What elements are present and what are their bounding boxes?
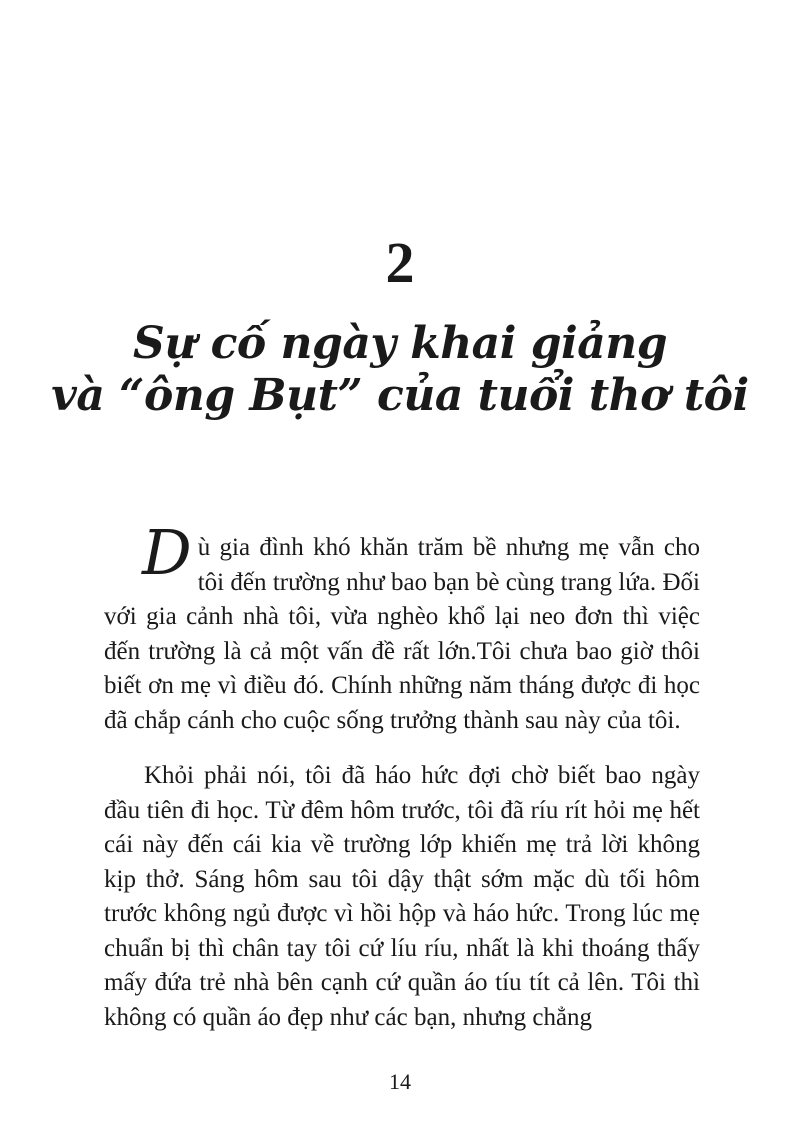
chapter-number: 2 bbox=[385, 230, 415, 295]
paragraph-1 bbox=[104, 516, 700, 738]
page-number: 14 bbox=[389, 1069, 411, 1094]
chapter-title-line-2: và “ông Bụt” của tuổi thơ tôi bbox=[51, 370, 749, 421]
drop-cap: D bbox=[142, 516, 192, 589]
paragraph-1-text: ù gia đình khó khăn trăm bề nhưng mẹ vẫn cho tôi đến trường như bao bạn bè cùng trang lứa. Đối với gia cảnh nhà tôi, vừa nghèo khổ lại neo đơn thì việc đến trường là cả một vấn đề rất lớn.Tôi chưa bao giờ thôi biết ơn mẹ vì điều đó. Chính những năm tháng được đi học đã chắp cánh cho cuộc sống trưởng thành sau này của tôi. bbox=[104, 534, 700, 734]
chapter-title-line-1: Sự cố ngày khai giảng bbox=[133, 318, 667, 369]
paragraph-2: Khỏi phải nói, tôi đã háo hức đợi chờ biết bao ngày đầu tiên đi học. Từ đêm hôm trước, tôi đã ríu rít hỏi mẹ hết cái này đến cái kia về trường lớp khiến mẹ trả lời không kịp thở. Sáng hôm sau tôi dậy thật sớm mặc dù tối hôm trước không ngủ được vì hồi hộp và háo hức. Trong lúc mẹ chuẩn bị thì chân tay tôi cứ líu ríu, nhất là khi thoáng thấy mấy đứa trẻ nhà bên cạnh cứ quần áo tíu tít cả lên. Tôi thì không có quần áo đẹp như các bạn, nhưng chẳng bbox=[104, 762, 700, 1031]
